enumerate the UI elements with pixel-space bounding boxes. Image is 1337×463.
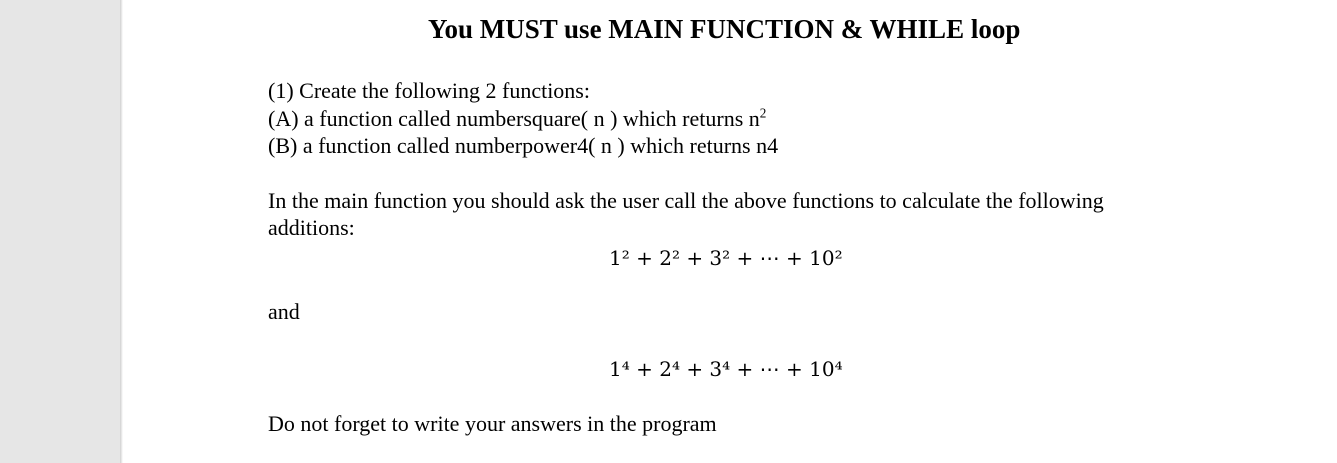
- main-instruction-line-2: additions:: [268, 215, 355, 240]
- page-title: You MUST use MAIN FUNCTION & WHILE loop: [428, 14, 1021, 44]
- sum-fourth-powers-formula: 1⁴ + 2⁴ + 3⁴ + ⋯ + 10⁴: [609, 357, 843, 381]
- intro-line: (1) Create the following 2 functions:: [268, 78, 590, 103]
- item-a-exponent: 2: [759, 105, 767, 121]
- and-text: and: [268, 299, 300, 324]
- closing-line: Do not forget to write your answers in the program: [268, 411, 717, 436]
- sum-squares-formula: 1² + 2² + 3² + ⋯ + 10²: [609, 246, 843, 270]
- item-a-line: [268, 105, 766, 133]
- document-page: [123, 0, 1337, 463]
- main-instruction-line-1: In the main function you should ask the user call the above functions to calculate the following: [268, 188, 1104, 213]
- item-b-line: (B) a function called numberpower4( n ) which returns n4: [268, 133, 779, 158]
- document-gutter: [0, 0, 120, 463]
- item-a-text: (A) a function called numbersquare( n ) which returns n: [268, 106, 760, 131]
